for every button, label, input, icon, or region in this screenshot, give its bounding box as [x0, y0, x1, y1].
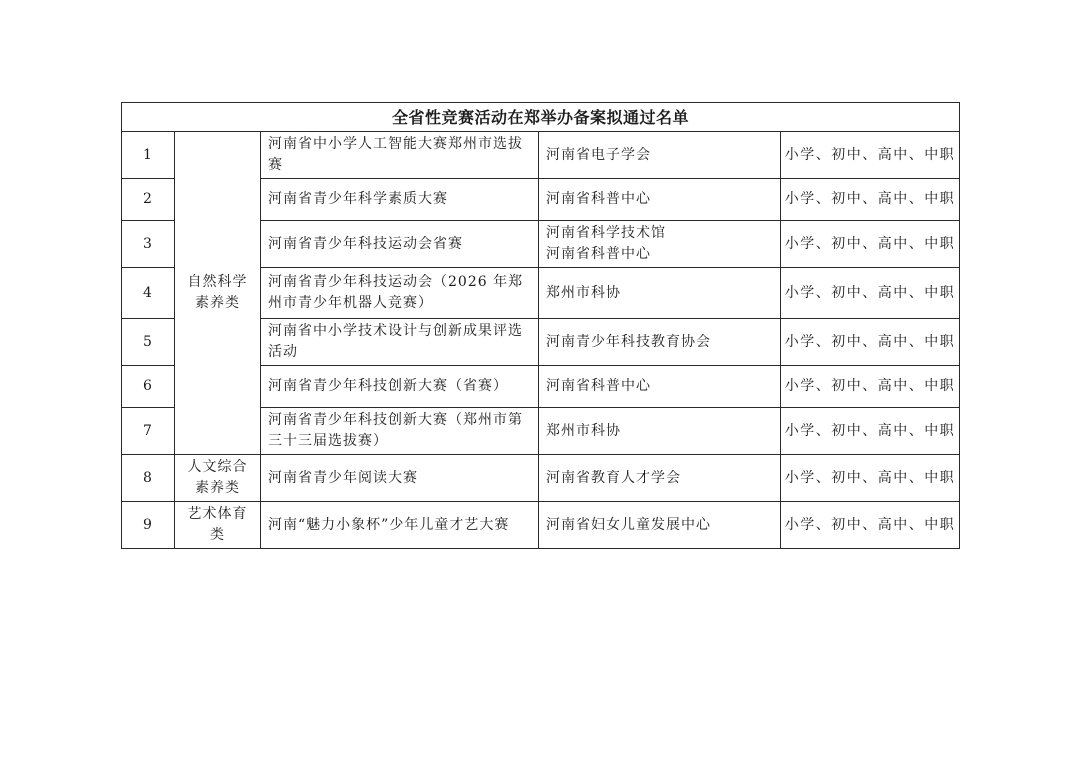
organizer-name: 郑州市科协	[546, 422, 621, 439]
table-row	[122, 132, 960, 179]
competition-table	[121, 102, 960, 549]
table-row	[122, 502, 960, 549]
school-level: 小学、初中、高中、中职	[781, 221, 960, 268]
school-level: 小学、初中、高中、中职	[781, 366, 960, 408]
competition-name: 河南省青少年科学素质大赛	[261, 179, 539, 221]
competition-name: 河南省青少年科技运动会（2026 年郑州市青少年机器人竞赛）	[261, 268, 539, 319]
row-number: 2	[122, 179, 175, 221]
organizer-name: 河南省科学技术馆	[546, 225, 666, 241]
table-row	[122, 455, 960, 502]
competition-name: 河南省青少年科技创新大赛（郑州市第三十三届选拔赛）	[261, 408, 539, 455]
row-number: 7	[122, 408, 175, 455]
competition-name: 河南省中小学人工智能大赛郑州市选拔赛	[261, 132, 539, 179]
category-cell: 艺术体育类	[175, 502, 261, 549]
category-cell: 人文综合素养类	[175, 455, 261, 502]
school-level: 小学、初中、高中、中职	[781, 502, 960, 549]
competition-name: 河南省青少年阅读大赛	[261, 455, 539, 502]
organizer-cell	[539, 221, 781, 268]
school-level: 小学、初中、高中、中职	[781, 132, 960, 179]
organizer-cell	[539, 408, 781, 455]
organizer-cell	[539, 179, 781, 221]
organizer-cell	[539, 132, 781, 179]
school-level: 小学、初中、高中、中职	[781, 455, 960, 502]
school-level: 小学、初中、高中、中职	[781, 319, 960, 366]
title-row	[122, 103, 960, 132]
organizer-name: 河南省科普中心	[546, 378, 651, 394]
document-page	[121, 102, 960, 549]
organizer-name: 河南省科普中心	[546, 246, 651, 262]
row-number: 3	[122, 221, 175, 268]
competition-name: 河南省中小学技术设计与创新成果评选活动	[261, 319, 539, 366]
competition-name: 河南省青少年科技运动会省赛	[261, 221, 539, 268]
row-number: 1	[122, 132, 175, 179]
organizer-cell	[539, 366, 781, 408]
row-number: 4	[122, 268, 175, 319]
table-title: 全省性竞赛活动在郑举办备案拟通过名单	[122, 103, 960, 132]
organizer-name: 河南省妇女儿童发展中心	[546, 516, 711, 533]
category-cell: 自然科学素养类	[175, 132, 261, 455]
row-number: 9	[122, 502, 175, 549]
organizer-name: 河南青少年科技教育协会	[546, 333, 711, 350]
row-number: 5	[122, 319, 175, 366]
school-level: 小学、初中、高中、中职	[781, 408, 960, 455]
school-level: 小学、初中、高中、中职	[781, 179, 960, 221]
organizer-cell	[539, 268, 781, 319]
organizer-cell	[539, 455, 781, 502]
row-number: 6	[122, 366, 175, 408]
organizer-name: 河南省科普中心	[546, 191, 651, 207]
competition-name: 河南“魅力小象杯”少年儿童才艺大赛	[261, 502, 539, 549]
organizer-name: 郑州市科协	[546, 284, 621, 301]
organizer-cell	[539, 502, 781, 549]
organizer-cell	[539, 319, 781, 366]
organizer-name: 河南省教育人才学会	[546, 469, 681, 486]
row-number: 8	[122, 455, 175, 502]
school-level: 小学、初中、高中、中职	[781, 268, 960, 319]
organizer-name: 河南省电子学会	[546, 146, 651, 163]
competition-name: 河南省青少年科技创新大赛（省赛）	[261, 366, 539, 408]
